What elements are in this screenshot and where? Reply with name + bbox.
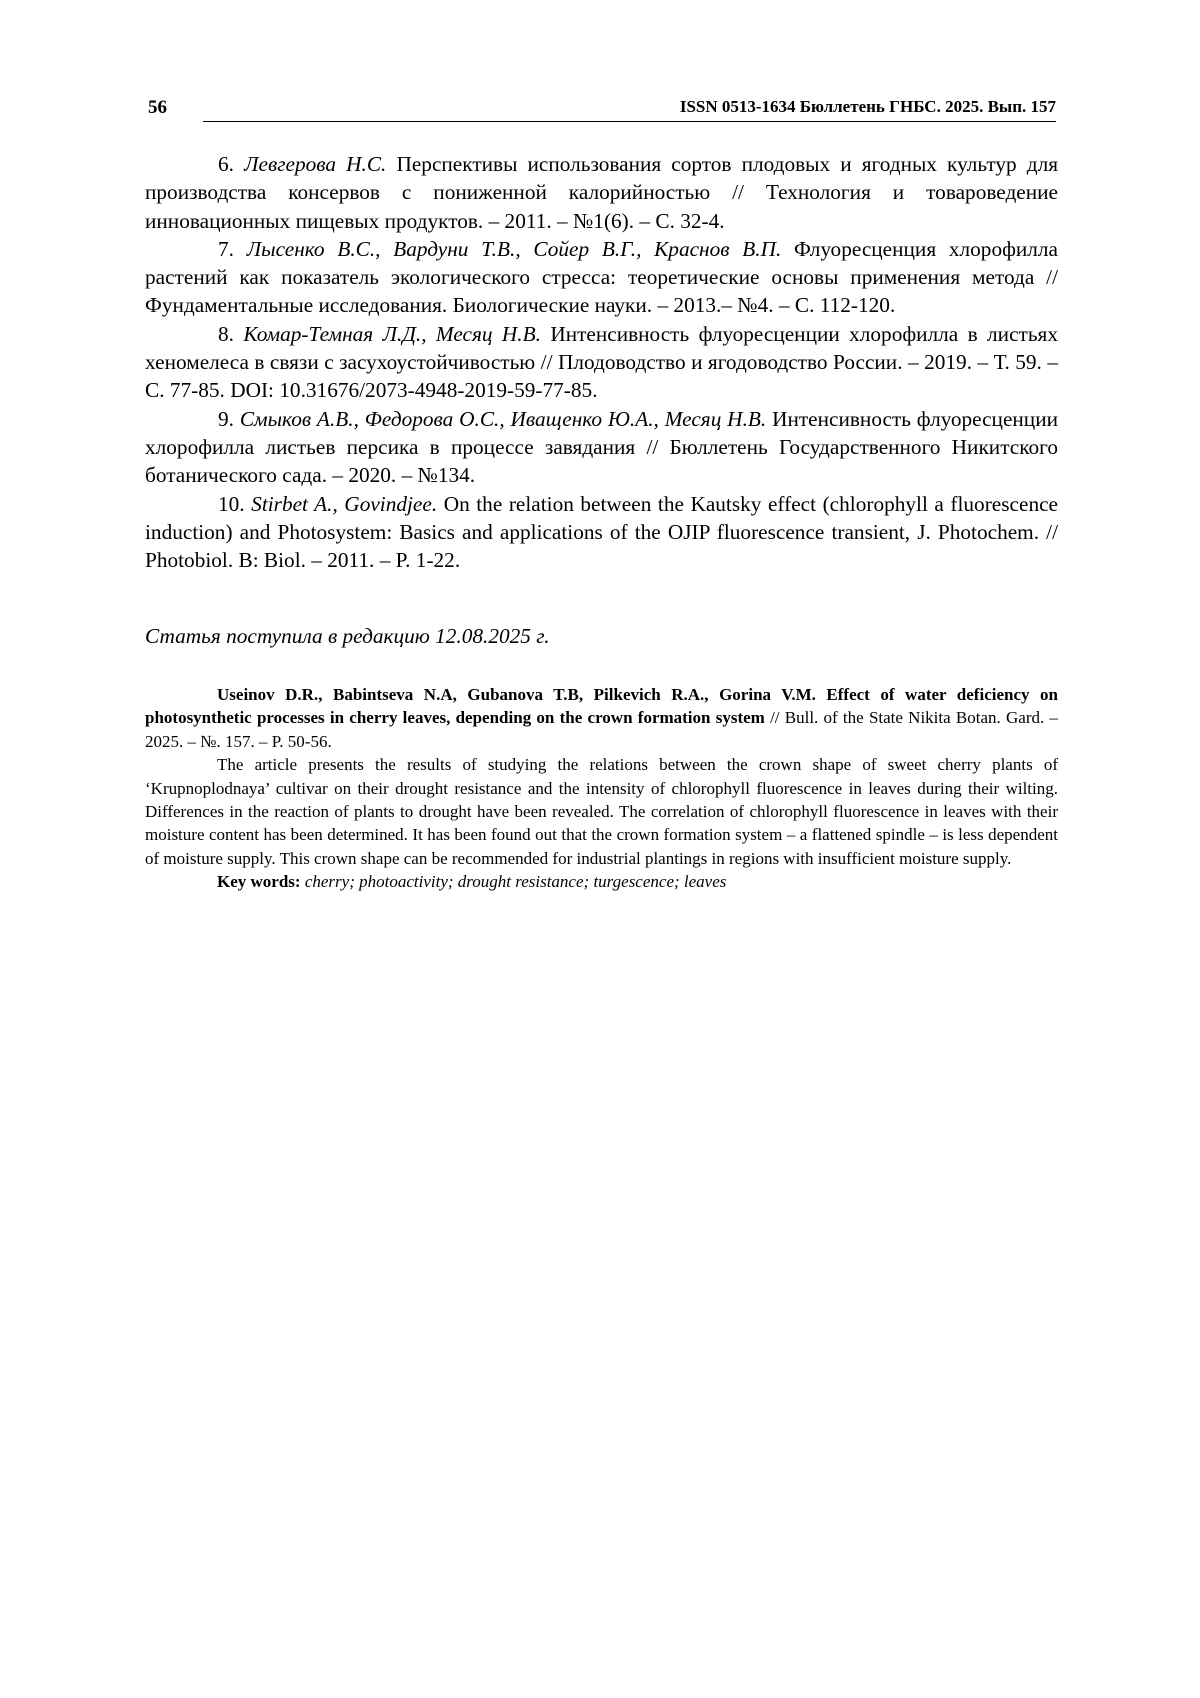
reference-text: Интенсивность флуоресценции хлорофилла в листьях хеномелеса в связи с засухоустойчивостью // Плодоводство и ягодоводство России. – 2019. – Т. 59. – С. 77-85. DOI: 10.31676/2073-4948-2019-59-77-85. [145,321,1058,403]
reference-authors: Левгерова Н.С. [244,152,387,176]
reference-item [145,490,1058,575]
page-header [148,97,1056,123]
reference-authors: Комар-Темная Л.Д., Месяц Н.В. [243,321,541,346]
reference-number: 7. [218,236,234,261]
header-rule [203,121,1056,122]
reference-text: Интенсивность флуоресценции хлорофилла листьев персика в процессе завядания // Бюллетень Государственного Никитского ботанического сада. – 2020. – №134. [145,406,1058,488]
reference-item [145,235,1058,320]
reference-item [145,405,1058,490]
english-abstract [145,683,1058,894]
reference-item [145,150,1058,235]
reference-authors: Stirbet A., Govindjee. [251,491,438,516]
reference-number: 8. [218,321,234,346]
reference-list [145,150,1058,574]
abstract-keywords [145,870,1058,893]
keywords-list: cherry; photoactivity; drought resistance; turgescence; leaves [300,872,727,892]
reference-authors: Смыков А.В., Федорова О.С., Иващенко Ю.А., Месяц Н.В. [239,406,767,431]
abstract-citation-title: Useinov D.R., Babintseva N.A, Gubanova T.B, Pilkevich R.A., Gorina V.M. Effect of water deficiency on photosynthetic processes in cherry leaves, depending on the crown formation system [145,685,1058,728]
abstract-citation [145,683,1058,753]
abstract-citation-source: // Bull. of the State Nikita Botan. Gard. – 2025. – №. 157. – P. 50-56. [145,708,1058,751]
abstract-body: The article presents the results of studying the relations between the crown shape of sweet cherry plants of ‘Krupnoplodnaya’ cultivar on their drought resistance and the intensity of chlorophyll fluorescence in leaves during their wilting. Differences in the reaction of plants to drought have been revealed. The correlation of chlorophyll fluorescence in leaves with their moisture content has been determined. It has been found out that the crown formation system – a flattened spindle – is less dependent of moisture supply. This crown shape can be recommended for industrial plantings in regions with insufficient moisture supply. [145,755,1058,868]
reference-number: 6. [218,152,234,176]
reference-text: Флуоресценция хлорофилла растений как показатель экологического стресса: теоретические основы применения метода // Фундаментальные исследования. Биологические науки. – 2013.– №4. – С. 112-120. [145,236,1058,318]
received-note: Статья поступила в редакцию 12.08.2025 г. [145,624,550,648]
running-title: ISSN 0513-1634 Бюллетень ГНБС. 2025. Вып. 157 [679,97,1056,116]
page-number: 56 [148,97,167,118]
reference-text: Перспективы использования сортов плодовых и ягодных культур для производства консервов с пониженной калорийностью // Технология и товароведение инновационных пищевых продуктов. – 2011. – №1(6). – С. 32-4. [145,152,1059,233]
reference-number: 9. [218,406,234,431]
reference-number: 10. [218,491,245,516]
reference-text: On the relation between the Kautsky effect (chlorophyll a fluorescence induction) and Photosystem: Basics and applications of the OJIP fluorescence transient, J. Photochem. // Photobiol. B: Biol. – 2011. – P. 1-22. [145,491,1058,573]
keywords-label: Key words: [217,872,301,892]
reference-authors: Лысенко В.С., Вардуни Т.В., Сойер В.Г., Краснов В.П. [246,236,782,261]
reference-item [145,320,1058,405]
